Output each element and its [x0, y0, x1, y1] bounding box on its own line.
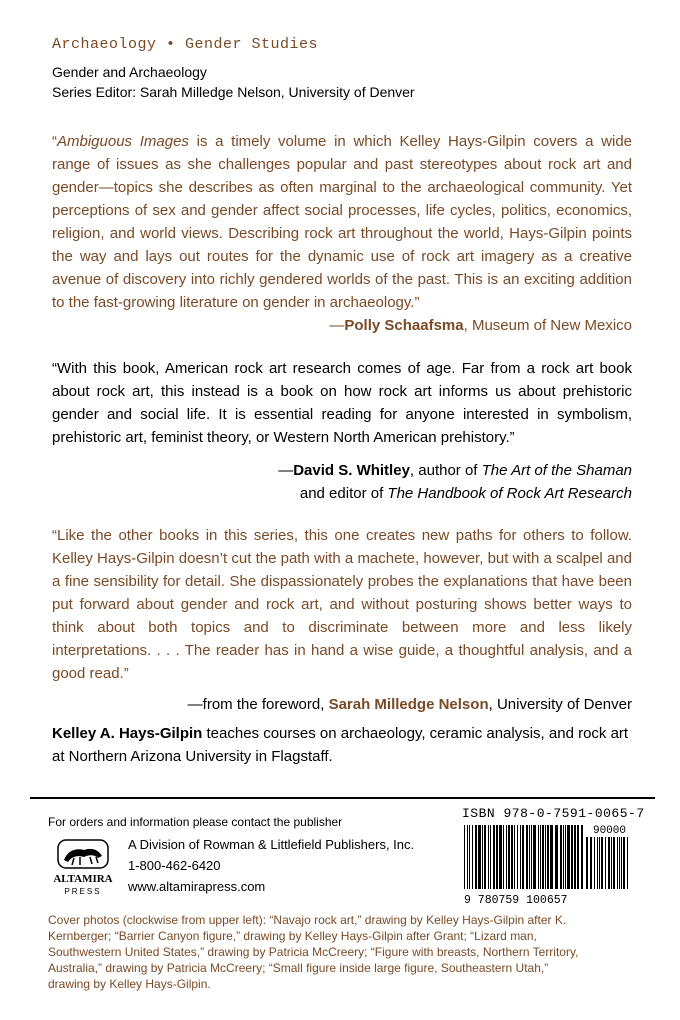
author-bio: Kelley A. Hays-Gilpin teaches courses on archaeology, ceramic analysis, and rock art at Northern Arizona University in Flagstaff. [52, 725, 629, 765]
endorsement-schaafsma [52, 130, 632, 337]
barcode-bar [627, 837, 628, 889]
isbn-label: ISBN 978-0-7591-0065-7 [462, 806, 645, 821]
barcode-bar [493, 825, 495, 889]
quote-attribution: —David S. Whitley, author of The Art of the Shaman and editor of The Handbook of Rock Art Research [278, 462, 632, 502]
barcode-bar [533, 825, 536, 889]
quote-text: “Like the other books in this series, this one creates new paths for others to follow. Kelley Hays-Gilpin doesn’t cut the path with a machete, however, but with a scalpel and a fine sensibility for detail. She dispassionately probes the explanations that have been put forward about gender and rock art, and without posturing shows better ways to think about both topics and to discriminate between more and less likely interpretations. . . . The reader has in hand a wise guide, a thoughtful analysis, and a good read.” [52, 527, 632, 682]
barcode-bar [617, 837, 618, 889]
barcode-bar [545, 825, 546, 889]
barcode-bar [464, 825, 465, 889]
series-editor: Series Editor: Sarah Milledge Nelson, University of Denver [52, 84, 415, 100]
publisher-division: A Division of Rowman & Littlefield Publishers, Inc. [128, 837, 415, 852]
barcode-bar [503, 825, 504, 889]
barcode-bar [563, 825, 564, 889]
barcode [462, 823, 632, 912]
quote-attribution: —Polly Schaafsma, Museum of New Mexico [329, 317, 632, 334]
category-line: Archaeology • Gender Studies [52, 36, 319, 53]
barcode-bar [547, 825, 549, 889]
barcode-bar [531, 825, 532, 889]
barcode-bar [565, 825, 566, 889]
barcode-bar [594, 837, 595, 889]
barcode-bar [482, 825, 483, 889]
barcode-bar [508, 825, 510, 889]
barcode-bar [590, 837, 592, 889]
barcode-bar [490, 825, 491, 889]
publisher-info [128, 834, 414, 897]
barcode-bar [488, 825, 489, 889]
series-title: Gender and Archaeology [52, 64, 207, 80]
barcode-bar [623, 837, 625, 889]
endorser-name: David S. Whitley [293, 462, 410, 479]
endorser-name: Sarah Milledge Nelson [328, 696, 489, 713]
barcode-bar [514, 825, 515, 889]
barcode-bar [469, 825, 470, 889]
barcode-bar [577, 825, 579, 889]
quote-text: “With this book, American rock art research comes of age. Far from a rock art book about rock art, this instead is a book on how rock art informs us about prehistoric gender and social life. It is essential reading for anyone interested in symbolism, prehistoric art, feminist theory, or Western North American prehistory.” [52, 360, 632, 446]
barcode-bar [560, 825, 562, 889]
barcode-bar [506, 825, 507, 889]
barcode-bar [550, 825, 553, 889]
barcode-bar [520, 825, 521, 889]
divider [30, 797, 655, 799]
barcode-bar [472, 825, 473, 889]
barcode-bar [601, 837, 603, 889]
cover-photos-credits: Cover photos (clockwise from upper left): “Navajo rock art,” drawing by Kelley Hays-Gilpin after K. Kernberger; “Barrier Canyon figure,” drawing by Kelley Hays-Gilpin after Grant; “Lizard man, Southwestern United States,” drawing by Patricia McCreery; “Figure with breasts, Northern Territory, Australia,” drawing by Patricia McCreery; “Small figure inside large figure, Southeastern Utah,” drawing by Kelley Hays-Gilpin. [48, 913, 579, 991]
endorsement-nelson [52, 524, 632, 716]
barcode-bar [499, 825, 502, 889]
orders-note: For orders and information please contact the publisher [48, 815, 343, 829]
barcode-bar [599, 837, 600, 889]
barcode-bar [574, 825, 576, 889]
barcode-bar [619, 837, 620, 889]
barcode-bar [484, 825, 486, 889]
logo-sub: PRESS [64, 887, 102, 896]
barcode-bar [605, 837, 606, 889]
barcode-bar [540, 825, 541, 889]
barcode-bar [467, 825, 468, 889]
publisher-website: www.altamirapress.com [128, 879, 266, 894]
barcode-bar [529, 825, 530, 889]
altamira-logo [44, 838, 122, 900]
barcode-bar [526, 825, 528, 889]
barcode-bar [475, 825, 477, 889]
endorsement-whitley [52, 357, 632, 505]
barcode-bar [478, 825, 481, 889]
book-title: The Handbook of Rock Art Research [387, 485, 632, 502]
series-info [52, 62, 415, 102]
barcode-bar [597, 837, 598, 889]
book-title: Ambiguous Images [57, 133, 189, 150]
endorser-name: Polly Schaafsma [344, 317, 464, 334]
barcode-bar [613, 837, 615, 889]
book-title: The Art of the Shaman [481, 462, 632, 479]
barcode-bar [586, 837, 588, 889]
barcode-bar [517, 825, 518, 889]
barcode-number: 9 780759 100657 [464, 894, 568, 907]
logo-name: ALTAMIRA [53, 873, 113, 885]
barcode-bar [496, 825, 498, 889]
barcode-bar [611, 837, 612, 889]
publisher-phone: 1-800-462-6420 [128, 858, 221, 873]
barcode-bar [538, 825, 539, 889]
author-name: Kelley A. Hays-Gilpin [52, 725, 203, 742]
barcode-bar [542, 825, 544, 889]
quote-attribution: —from the foreword, Sarah Milledge Nelson, University of Denver [187, 696, 632, 713]
barcode-bar [522, 825, 524, 889]
quote-text: “Ambiguous Images is a timely volume in which Kelley Hays-Gilpin covers a wide range of issues as she challenges popular and past stereotypes about rock art and gender—topics she describes as often marginal to the archaeological community. Yet perceptions of sex and gender affect social processes, life cycles, politics, economics, religion, and world views. Describing rock art throughout the world, Hays-Gilpin points the way and lays out routes for the dynamic use of rock art imagery as a creative avenue of discovery into richly gendered worlds of the past. This is an exciting addition to the fast-growing literature on gender in archaeology.” [52, 133, 633, 311]
barcode-bar [608, 837, 610, 889]
barcode-bar [571, 825, 573, 889]
barcode-bar [567, 825, 570, 889]
barcode-bar [581, 825, 583, 889]
barcode-bar [621, 837, 622, 889]
price-code: 90000 [592, 825, 626, 837]
barcode-bar [511, 825, 513, 889]
barcode-bar [555, 825, 558, 889]
